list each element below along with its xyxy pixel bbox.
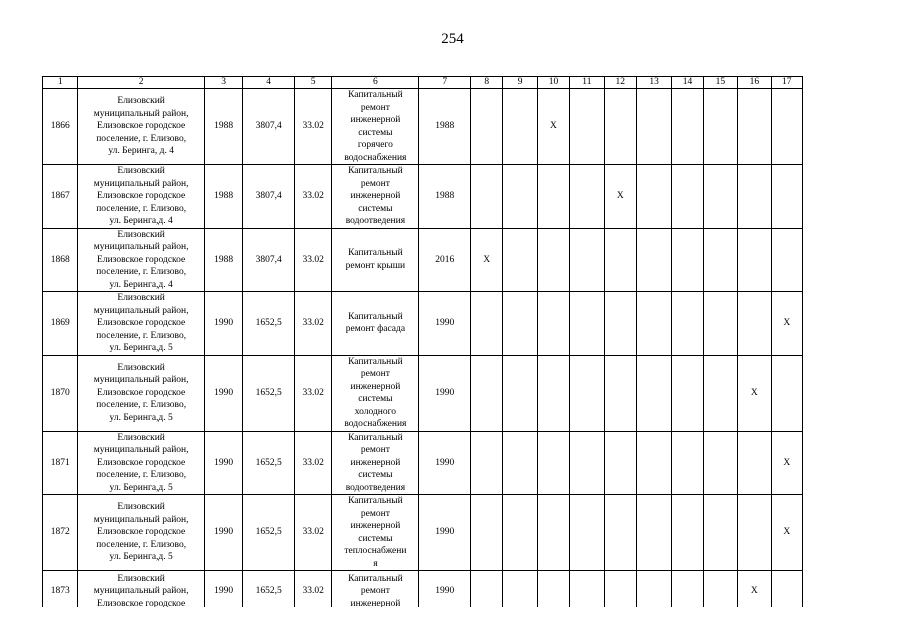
mark-cell-col-9 xyxy=(503,571,537,608)
build-year-cell: 1988 xyxy=(204,89,242,165)
column-header-9: 9 xyxy=(503,77,537,89)
mark-cell-col-15 xyxy=(703,355,737,431)
mark-cell-col-17: X xyxy=(771,431,802,495)
build-year-cell: 1988 xyxy=(204,165,242,229)
column-header-10: 10 xyxy=(537,77,569,89)
code-cell: 33.02 xyxy=(294,571,331,608)
work-type-cell: Капитальный ремонт инженерной системы теплоснабжени я xyxy=(332,495,419,571)
address-cell: Елизовский муниципальный район, Елизовское городское поселение, г. Елизово, ул. Беринга,д. 5 xyxy=(78,355,204,431)
mark-cell-col-11 xyxy=(570,228,604,292)
mark-cell-col-10: X xyxy=(537,89,569,165)
mark-cell-col-13 xyxy=(636,495,671,571)
build-year-cell: 1990 xyxy=(204,495,242,571)
mark-cell-col-13 xyxy=(636,355,671,431)
mark-cell-col-16 xyxy=(738,292,771,356)
mark-cell-col-11 xyxy=(570,431,604,495)
plan-year-cell: 1990 xyxy=(419,495,471,571)
mark-cell-col-16 xyxy=(738,228,771,292)
column-header-8: 8 xyxy=(471,77,503,89)
mark-cell-col-11 xyxy=(570,165,604,229)
address-cell: Елизовский муниципальный район, Елизовское городское поселение, г. Елизово, ул. Беринга,д. 5 xyxy=(78,495,204,571)
mark-cell-col-14 xyxy=(672,571,703,608)
mark-cell-col-10 xyxy=(537,495,569,571)
mark-cell-col-16 xyxy=(738,431,771,495)
area-cell: 1652,5 xyxy=(243,431,295,495)
mark-cell-col-9 xyxy=(503,165,537,229)
mark-cell-col-9 xyxy=(503,355,537,431)
mark-cell-col-8 xyxy=(471,495,503,571)
table-row xyxy=(43,431,803,495)
mark-cell-col-15 xyxy=(703,431,737,495)
work-type-cell: Капитальный ремонт инженерной системы водоотведения xyxy=(332,165,419,229)
build-year-cell: 1990 xyxy=(204,431,242,495)
table-row xyxy=(43,355,803,431)
table-row xyxy=(43,89,803,165)
mark-cell-col-14 xyxy=(672,431,703,495)
mark-cell-col-14 xyxy=(672,165,703,229)
area-cell: 1652,5 xyxy=(243,571,295,608)
mark-cell-col-11 xyxy=(570,495,604,571)
work-type-cell: Капитальный ремонт крыши xyxy=(332,228,419,292)
row-number: 1867 xyxy=(43,165,78,229)
column-header-3: 3 xyxy=(204,77,242,89)
area-cell: 3807,4 xyxy=(243,228,295,292)
repair-schedule-table xyxy=(42,76,803,607)
mark-cell-col-14 xyxy=(672,292,703,356)
plan-year-cell: 1990 xyxy=(419,431,471,495)
column-header-16: 16 xyxy=(738,77,771,89)
row-number: 1872 xyxy=(43,495,78,571)
code-cell: 33.02 xyxy=(294,355,331,431)
mark-cell-col-12 xyxy=(604,571,636,608)
build-year-cell: 1990 xyxy=(204,355,242,431)
mark-cell-col-15 xyxy=(703,89,737,165)
mark-cell-col-8 xyxy=(471,89,503,165)
column-header-1: 1 xyxy=(43,77,78,89)
table-row xyxy=(43,495,803,571)
mark-cell-col-17 xyxy=(771,228,802,292)
mark-cell-col-8: X xyxy=(471,228,503,292)
column-header-14: 14 xyxy=(672,77,703,89)
column-header-4: 4 xyxy=(243,77,295,89)
code-cell: 33.02 xyxy=(294,165,331,229)
mark-cell-col-14 xyxy=(672,355,703,431)
mark-cell-col-9 xyxy=(503,89,537,165)
mark-cell-col-12 xyxy=(604,355,636,431)
column-header-11: 11 xyxy=(570,77,604,89)
mark-cell-col-15 xyxy=(703,165,737,229)
plan-year-cell: 1990 xyxy=(419,292,471,356)
table-body xyxy=(43,77,803,608)
mark-cell-col-17 xyxy=(771,571,802,608)
address-cell: Елизовский муниципальный район, Елизовское городское поселение, г. Елизово, ул. Беринга,д. 4 xyxy=(78,165,204,229)
mark-cell-col-16: X xyxy=(738,571,771,608)
mark-cell-col-11 xyxy=(570,292,604,356)
column-header-13: 13 xyxy=(636,77,671,89)
column-header-12: 12 xyxy=(604,77,636,89)
mark-cell-col-13 xyxy=(636,228,671,292)
code-cell: 33.02 xyxy=(294,89,331,165)
mark-cell-col-13 xyxy=(636,431,671,495)
code-cell: 33.02 xyxy=(294,228,331,292)
column-header-17: 17 xyxy=(771,77,802,89)
area-cell: 1652,5 xyxy=(243,292,295,356)
mark-cell-col-10 xyxy=(537,228,569,292)
table-row xyxy=(43,228,803,292)
work-type-cell: Капитальный ремонт инженерной системы холодного водоснабжения xyxy=(332,355,419,431)
work-type-cell: Капитальный ремонт инженерной системы водоотведения xyxy=(332,431,419,495)
page-number: 254 xyxy=(441,31,464,47)
work-type-cell: Капитальный ремонт инженерной системы горячего водоснабжения xyxy=(332,89,419,165)
work-type-cell: Капитальный ремонт фасада xyxy=(332,292,419,356)
table-row xyxy=(43,292,803,356)
mark-cell-col-14 xyxy=(672,228,703,292)
mark-cell-col-13 xyxy=(636,571,671,608)
mark-cell-col-16: X xyxy=(738,355,771,431)
column-header-7: 7 xyxy=(419,77,471,89)
mark-cell-col-16 xyxy=(738,89,771,165)
mark-cell-col-8 xyxy=(471,355,503,431)
row-number: 1869 xyxy=(43,292,78,356)
mark-cell-col-12 xyxy=(604,292,636,356)
mark-cell-col-16 xyxy=(738,495,771,571)
address-cell: Елизовский муниципальный район, Елизовское городское поселение, г. Елизово, ул. Беринга,д. 5 xyxy=(78,292,204,356)
mark-cell-col-16 xyxy=(738,165,771,229)
mark-cell-col-15 xyxy=(703,228,737,292)
mark-cell-col-17 xyxy=(771,355,802,431)
mark-cell-col-14 xyxy=(672,89,703,165)
mark-cell-col-17: X xyxy=(771,495,802,571)
mark-cell-col-15 xyxy=(703,571,737,608)
mark-cell-col-12 xyxy=(604,228,636,292)
header-row xyxy=(43,77,803,89)
column-header-15: 15 xyxy=(703,77,737,89)
row-number: 1873 xyxy=(43,571,78,608)
mark-cell-col-17: X xyxy=(771,292,802,356)
mark-cell-col-8 xyxy=(471,292,503,356)
address-cell: Елизовский муниципальный район, Елизовское городское поселение, г. Елизово, ул. Беринга,д. 4 xyxy=(78,228,204,292)
mark-cell-col-9 xyxy=(503,431,537,495)
mark-cell-col-9 xyxy=(503,495,537,571)
address-cell: Елизовский муниципальный район, Елизовское городское поселение, г. Елизово, ул. Беринга, д. 4 xyxy=(78,89,204,165)
mark-cell-col-11 xyxy=(570,355,604,431)
row-number: 1871 xyxy=(43,431,78,495)
row-number: 1866 xyxy=(43,89,78,165)
row-number: 1868 xyxy=(43,228,78,292)
mark-cell-col-14 xyxy=(672,495,703,571)
mark-cell-col-17 xyxy=(771,165,802,229)
area-cell: 3807,4 xyxy=(243,89,295,165)
plan-year-cell: 1988 xyxy=(419,165,471,229)
column-header-2: 2 xyxy=(78,77,204,89)
mark-cell-col-13 xyxy=(636,165,671,229)
code-cell: 33.02 xyxy=(294,292,331,356)
mark-cell-col-10 xyxy=(537,571,569,608)
area-cell: 1652,5 xyxy=(243,355,295,431)
mark-cell-col-9 xyxy=(503,228,537,292)
mark-cell-col-17 xyxy=(771,89,802,165)
work-type-cell: Капитальный ремонт инженерной xyxy=(332,571,419,608)
table-container xyxy=(42,76,803,607)
area-cell: 1652,5 xyxy=(243,495,295,571)
mark-cell-col-9 xyxy=(503,292,537,356)
mark-cell-col-12 xyxy=(604,495,636,571)
plan-year-cell: 2016 xyxy=(419,228,471,292)
mark-cell-col-10 xyxy=(537,355,569,431)
plan-year-cell: 1990 xyxy=(419,355,471,431)
mark-cell-col-12 xyxy=(604,89,636,165)
mark-cell-col-8 xyxy=(471,165,503,229)
mark-cell-col-12: X xyxy=(604,165,636,229)
mark-cell-col-12 xyxy=(604,431,636,495)
mark-cell-col-8 xyxy=(471,571,503,608)
mark-cell-col-10 xyxy=(537,431,569,495)
build-year-cell: 1990 xyxy=(204,292,242,356)
address-cell: Елизовский муниципальный район, Елизовское городское поселение, г. Елизово, ул. Беринга,д. 5 xyxy=(78,431,204,495)
build-year-cell: 1990 xyxy=(204,571,242,608)
mark-cell-col-13 xyxy=(636,292,671,356)
mark-cell-col-10 xyxy=(537,165,569,229)
plan-year-cell: 1988 xyxy=(419,89,471,165)
mark-cell-col-8 xyxy=(471,431,503,495)
address-cell: Елизовский муниципальный район, Елизовское городское xyxy=(78,571,204,608)
code-cell: 33.02 xyxy=(294,495,331,571)
area-cell: 3807,4 xyxy=(243,165,295,229)
table-row xyxy=(43,571,803,608)
mark-cell-col-15 xyxy=(703,495,737,571)
mark-cell-col-15 xyxy=(703,292,737,356)
code-cell: 33.02 xyxy=(294,431,331,495)
mark-cell-col-11 xyxy=(570,89,604,165)
mark-cell-col-11 xyxy=(570,571,604,608)
mark-cell-col-13 xyxy=(636,89,671,165)
table-row xyxy=(43,165,803,229)
column-header-6: 6 xyxy=(332,77,419,89)
mark-cell-col-10 xyxy=(537,292,569,356)
plan-year-cell: 1990 xyxy=(419,571,471,608)
row-number: 1870 xyxy=(43,355,78,431)
column-header-5: 5 xyxy=(294,77,331,89)
build-year-cell: 1988 xyxy=(204,228,242,292)
